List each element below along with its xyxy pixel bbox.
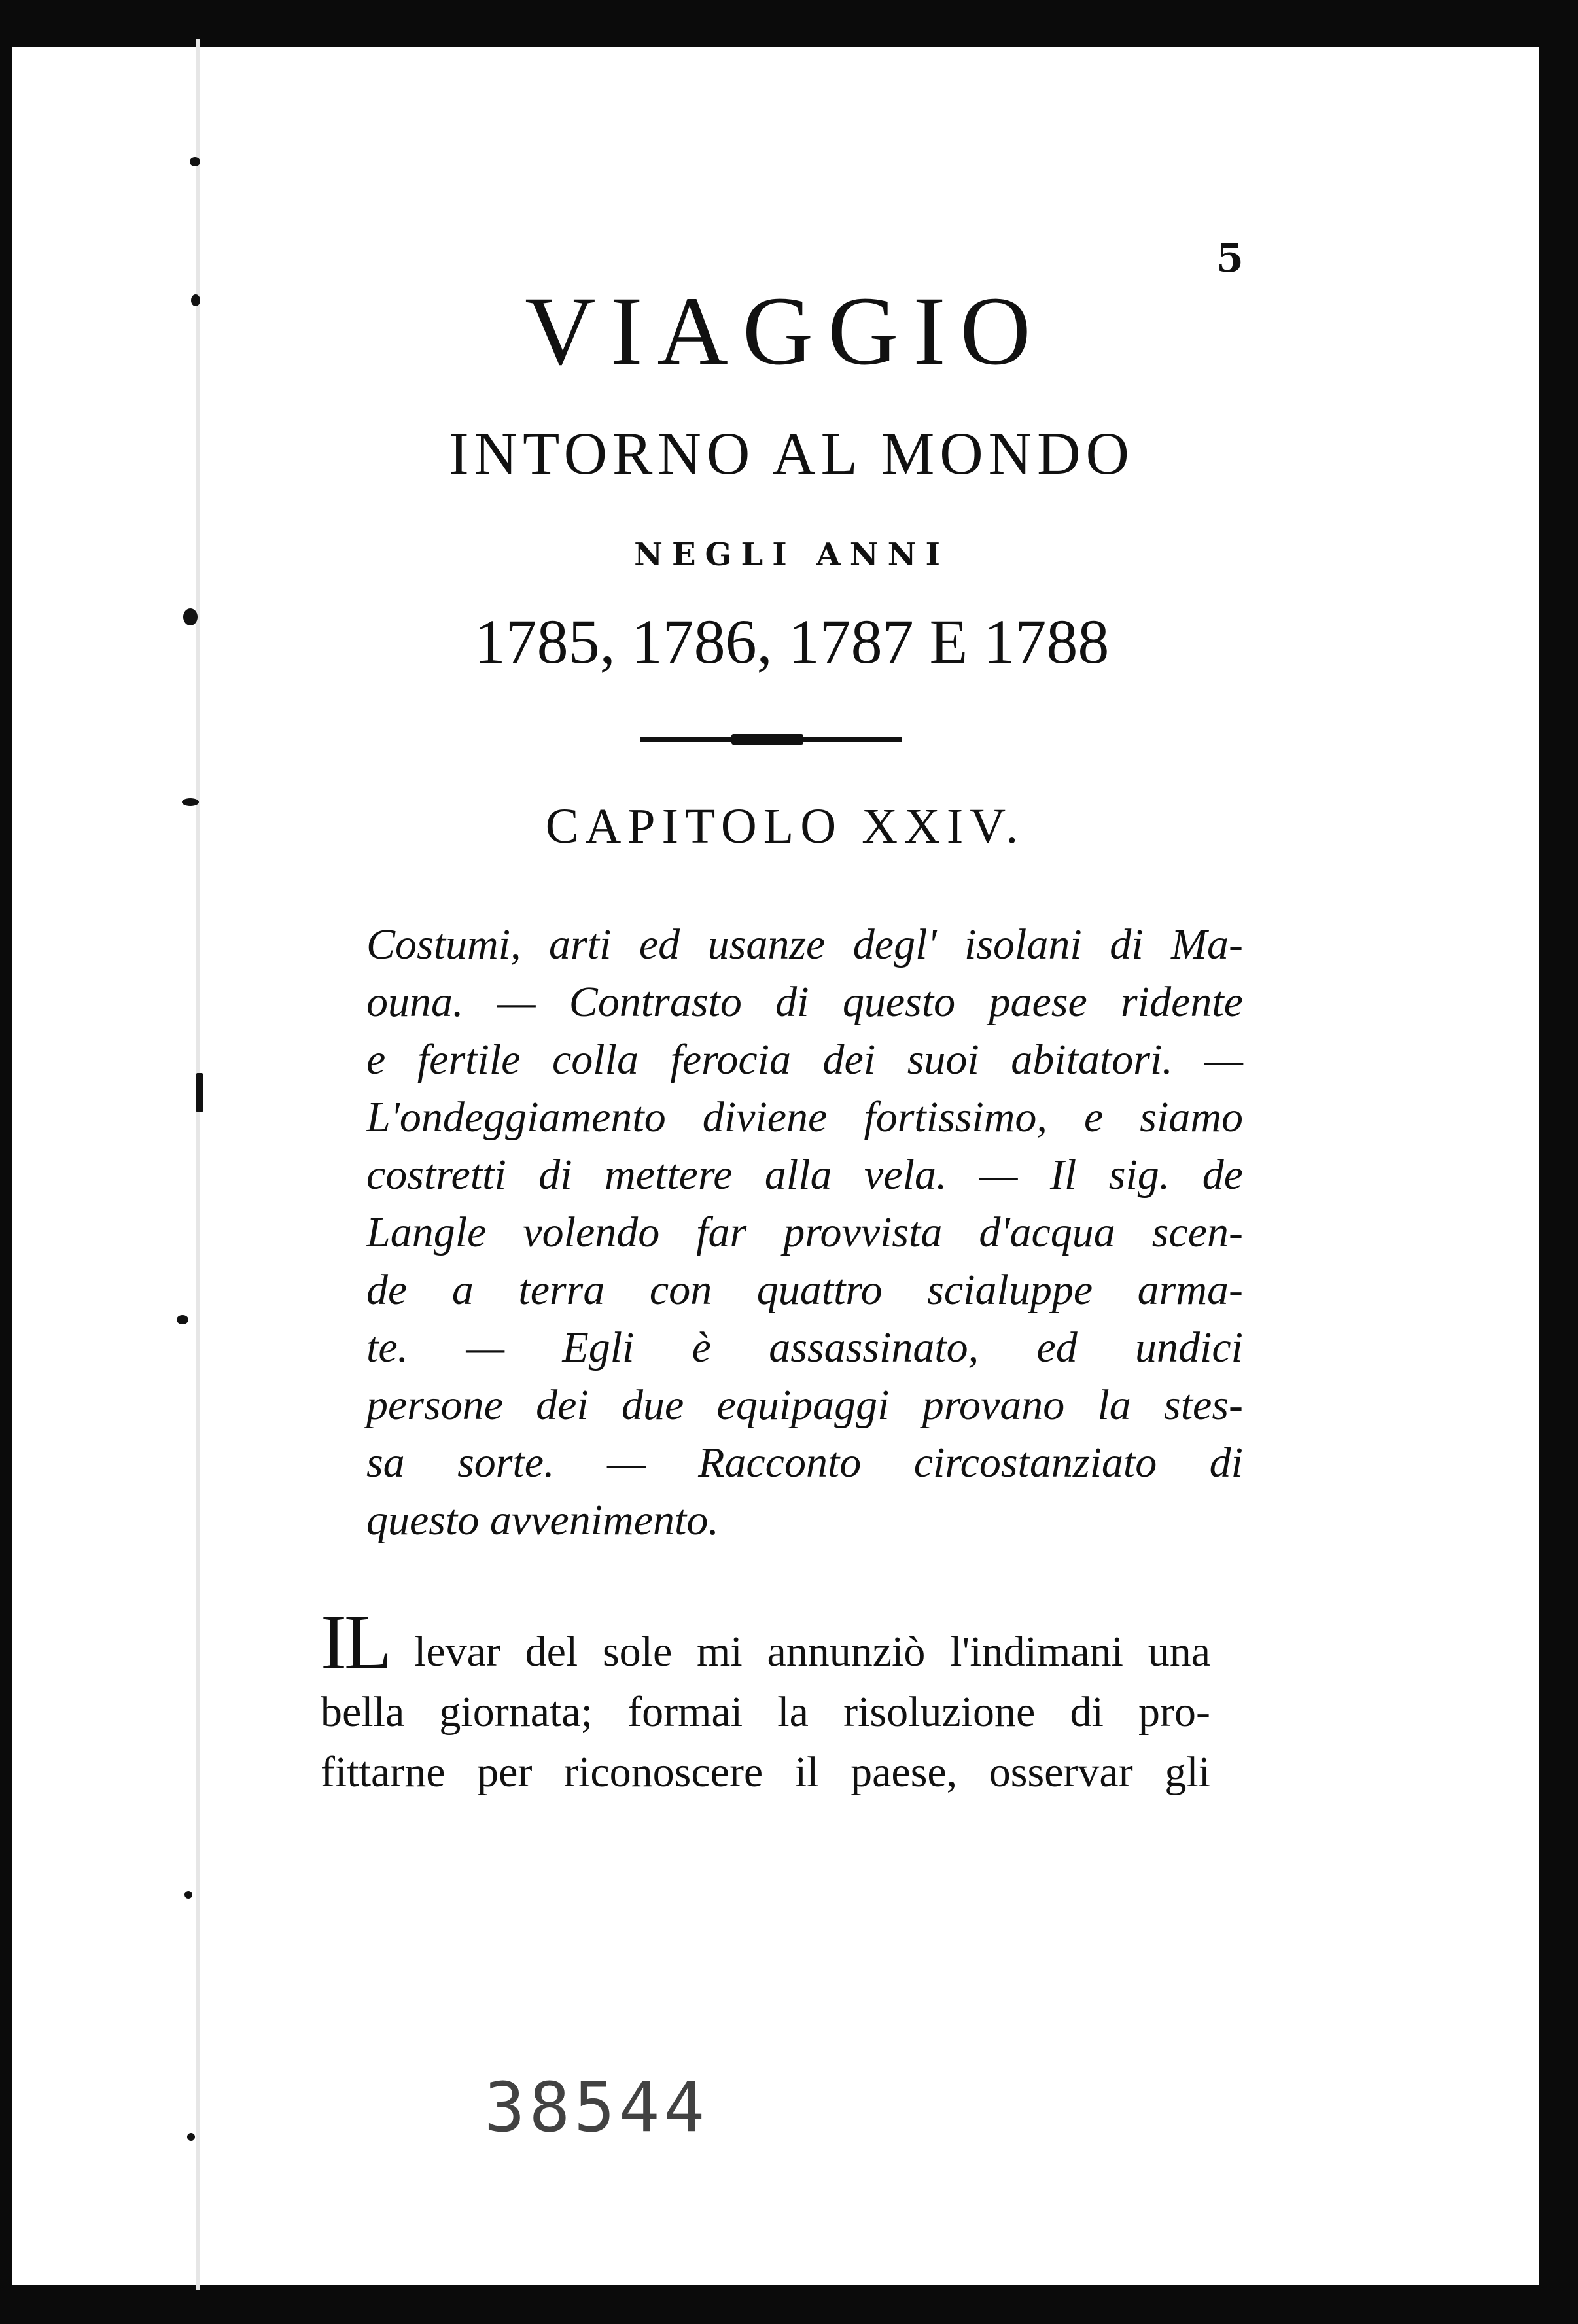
- summary-line: L'ondeggiamento diviene fortissimo, e siamo: [366, 1093, 1243, 1141]
- library-stamp-number: 38544: [484, 2068, 709, 2147]
- summary-line: ouna. — Contrasto di questo paese ridente: [366, 978, 1243, 1026]
- summary-line: de a terra con quattro scialuppe arma-: [366, 1266, 1243, 1314]
- ink-speck: [184, 1891, 192, 1899]
- scan-border-bottom: [0, 2285, 1578, 2324]
- summary-line: Langle volendo far provvista d'acqua scen-: [366, 1208, 1243, 1256]
- summary-line: questo avvenimento.: [366, 1496, 719, 1544]
- ink-speck: [183, 608, 198, 625]
- ink-speck: [196, 1073, 203, 1112]
- ink-speck: [182, 798, 199, 806]
- scan-border-right: [1539, 0, 1578, 2324]
- body-paragraph: [321, 1598, 1210, 1803]
- ink-speck: [177, 1315, 188, 1324]
- page-subtitle: INTORNO AL MONDO: [449, 420, 1134, 487]
- summary-line: e fertile colla ferocia dei suoi abitatori. —: [366, 1036, 1243, 1083]
- years-label: NEGLI ANNI: [634, 537, 949, 573]
- ink-speck: [190, 157, 200, 166]
- chapter-heading: CAPITOLO XXIV.: [545, 799, 1025, 854]
- section-rule: [640, 735, 902, 743]
- page-title: VIAGGIO: [525, 277, 1045, 385]
- page-gutter: [196, 39, 200, 2290]
- drop-cap: IL: [321, 1598, 390, 1685]
- ink-speck: [187, 2133, 195, 2141]
- summary-line: costretti di mettere alla vela. — Il sig. de: [366, 1151, 1243, 1199]
- scan-border-left: [0, 0, 12, 2324]
- body-line-first: [321, 1598, 1210, 1685]
- summary-line: Costumi, arti ed usanze degl' isolani di Ma-: [366, 921, 1243, 968]
- scan-border-top: [0, 0, 1578, 47]
- summary-line: persone dei due equipaggi provano la stes-: [366, 1381, 1243, 1429]
- summary-line: te. — Egli è assassinato, ed undici: [366, 1324, 1243, 1371]
- ink-speck: [191, 294, 200, 306]
- body-first-line-text: levar del sole mi annunziò l'indimani una: [414, 1628, 1210, 1676]
- summary-line: sa sorte. — Racconto circostanziato di: [366, 1439, 1243, 1487]
- years: 1785, 1786, 1787 E 1788: [474, 607, 1110, 677]
- body-line: fittarne per riconoscere il paese, osservar gli: [321, 1748, 1210, 1796]
- chapter-summary: [366, 916, 1243, 1549]
- body-line: bella giornata; formai la risoluzione di pro-: [321, 1688, 1210, 1736]
- page-number: 5: [1216, 236, 1244, 281]
